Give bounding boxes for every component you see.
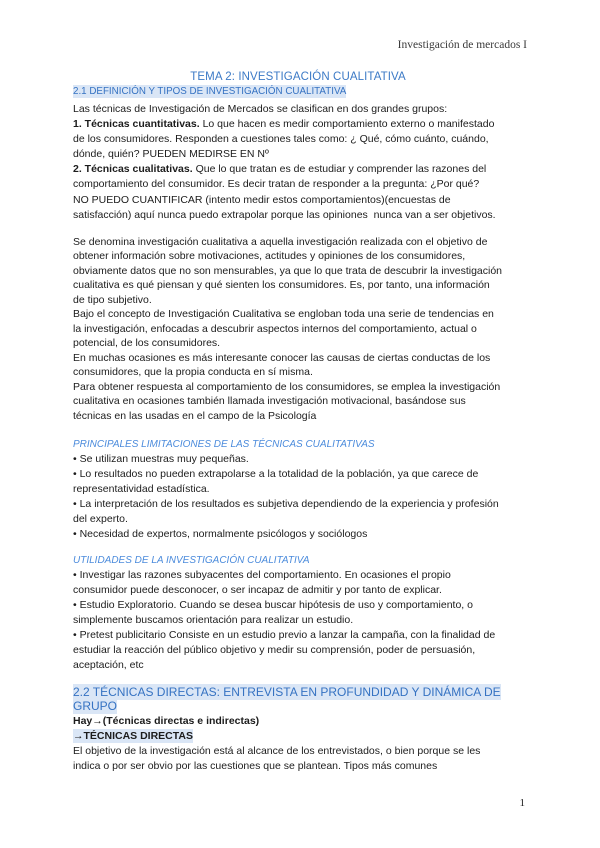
- limitations-section: [73, 437, 499, 542]
- section-2-2: [73, 685, 501, 774]
- text-line: satisfacción) aquí nunca puedo extrapolar porque las opiniones nunca van a ser objetivos.: [73, 208, 496, 221]
- section-heading-text: GRUPO: [73, 699, 118, 714]
- text-line: cualitativa es qué piensan y qué sienten los consumidores. Es, por tanto, una información: [73, 279, 490, 292]
- section-2-2-heading-cont: [73, 699, 501, 714]
- text-line: indica o por ser obvio por las cuestiones que se plantean. Tipos más comunes: [73, 759, 438, 772]
- item-text: Que lo que tratan es de estudiar y comprender las razones del: [195, 163, 487, 176]
- text-line: de los consumidores. Responden a cuestiones tales como: ¿ Qué, cómo cuánto, cuándo,: [73, 132, 489, 145]
- list-item: • Se utilizan muestras muy pequeñas.: [73, 452, 249, 465]
- text-line: consumidores, que la propia conducta en sí misma.: [73, 366, 313, 379]
- text-line: consumidor puede desconocer, o ser incapaz de admitir y por tanto de explicar.: [73, 584, 442, 597]
- section-heading-text: 2.2 TÉCNICAS DIRECTAS: ENTREVISTA EN PROFUNDIDAD Y DINÁMICA DE: [73, 684, 501, 699]
- text-line: Se denomina investigación cualitativa a aquella investigación realizada con el objetivo de: [73, 235, 488, 248]
- text-line: Bajo el concepto de Investigación Cualitativa se engloban toda una serie de tendencias en: [73, 308, 494, 321]
- text-line: NO PUEDO CUANTIFICAR (intento medir estos comportamientos)(encuestas de: [73, 193, 451, 206]
- item-text: Lo que hacen es medir comportamiento externo o manifestado: [202, 117, 495, 130]
- text-line: comportamiento del consumidor. Es decir tratan de responder a la pregunta: ¿Por qué?: [73, 178, 480, 191]
- list-item-quantitative: [73, 117, 496, 132]
- text-line: técnicas en las usadas en el campo de la Psicología: [73, 409, 317, 422]
- section-2-1-body: [73, 235, 502, 424]
- list-item: • La interpretación de los resultados es subjetiva dependiendo de la experiencia y profesión: [73, 497, 499, 510]
- text-line: obtener información sobre motivaciones, actitudes y opiniones de los consumidores,: [73, 250, 466, 263]
- text-line: En muchas ocasiones es más interesante conocer las causas de ciertas conductas de los: [73, 351, 491, 364]
- text-line: El objetivo de la investigación está al alcance de los entrevistados, o bien porque se les: [73, 744, 481, 757]
- uses-section: [73, 554, 495, 673]
- list-item: • Investigar las razones subyacentes del comportamiento. En ocasiones el propio: [73, 569, 451, 582]
- section-2-2-heading: [73, 685, 501, 700]
- item-label: 2. Técnicas cualitativas.: [73, 163, 193, 176]
- uses-heading: UTILIDADES DE LA INVESTIGACIÓN CUALITATIVA: [73, 554, 310, 566]
- list-item-qualitative: [73, 162, 496, 177]
- text-line: representatividad estadística.: [73, 482, 210, 495]
- section-2-1-heading: [73, 85, 346, 99]
- text-line: potencial, de los consumidores.: [73, 337, 221, 350]
- types-note: Hay→(Técnicas directas e indirectas): [73, 715, 260, 728]
- subheading-text: →TÉCNICAS DIRECTAS: [73, 729, 193, 742]
- page-number: 1: [519, 797, 525, 809]
- item-label: 1. Técnicas cuantitativas.: [73, 117, 200, 130]
- list-item: • Estudio Exploratorio. Cuando se desea buscar hipótesis de uso y comportamiento, o: [73, 599, 473, 612]
- section-heading-text: 2.1 DEFINICIÓN Y TIPOS DE INVESTIGACIÓN CUALITATIVA: [73, 86, 347, 97]
- document-title: TEMA 2: INVESTIGACIÓN CUALITATIVA: [190, 71, 406, 83]
- running-header-title: Investigación de mercados I: [397, 39, 527, 51]
- text-line: de tipo subjetivo.: [73, 293, 152, 306]
- section-2-1-types: [73, 102, 496, 224]
- intro-line: Las técnicas de Investigación de Mercados se clasifican en dos grandes grupos:: [73, 102, 448, 115]
- text-line: cualitativa en ocasiones también llamada investigación motivacional, basándose sus: [73, 395, 466, 408]
- text-line: Para obtener respuesta al comportamiento de los consumidores, se emplea la investigación: [73, 380, 501, 393]
- list-item: • Necesidad de expertos, normalmente psicólogos y sociólogos: [73, 527, 368, 540]
- text-line: dónde, quién? PUEDEN MEDIRSE EN Nº: [73, 148, 269, 161]
- limitations-heading: PRINCIPALES LIMITACIONES DE LAS TÉCNICAS CUALITATIVAS: [73, 438, 375, 450]
- text-line: la investigación, enfocadas a descubrir aspectos internos del comportamiento, actual o: [73, 322, 477, 335]
- direct-techniques-subheading: [73, 729, 501, 744]
- list-item: • Lo resultados no pueden extrapolarse a la totalidad de la población, ya que carece de: [73, 467, 479, 480]
- text-line: simplemente buscamos orientación para realizar un estudio.: [73, 614, 354, 627]
- text-line: aceptación, etc: [73, 658, 144, 671]
- text-line: del experto.: [73, 512, 128, 525]
- text-line: obviamente datos que no son mensurables, ya que lo que trata de descubrir la investigación: [73, 264, 503, 277]
- text-line: estudiar la reacción del público objetivo y medir su comprensión, poder de persuasión,: [73, 643, 476, 656]
- list-item: • Pretest publicitario Consiste en un estudio previo a lanzar la campaña, con la finalidad de: [73, 628, 496, 641]
